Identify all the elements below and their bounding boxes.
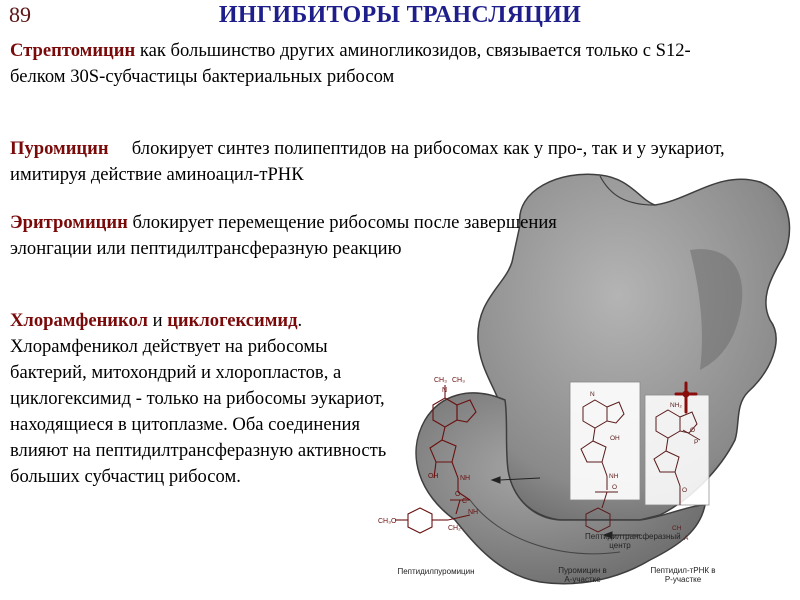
paragraph-puromycin (10, 136, 730, 188)
paragraph-erythromycin (10, 210, 610, 262)
text-dot: . (297, 310, 303, 331)
text-streptomycin: как большинство других аминогликозидов, связывается только с S12-белком 30S-субчастицы бактериальных рибосом (10, 40, 691, 87)
text-chloramphenicol: Хлорамфеникол действует на рибосомы бактерий, митохондрий и хлоропластов, а циклогексимид - только на рибосомы эукариот, находящиеся в цитоплазме. Оба соединения влияют на пептидилтрансферазную активность больших субчастиц рибосом. (10, 336, 387, 487)
chem-label-nh2-p: NH₂ (670, 402, 682, 409)
chem-label-nh-a: NH (609, 473, 619, 480)
chem-label-ch3o: CH₃O (378, 518, 397, 525)
chem-label-oh: OH (428, 473, 439, 480)
label-peptidyl-transferase-center: Пептидилтрансферазный центр (585, 532, 681, 550)
chem-label-o-p2: O (682, 487, 688, 494)
chem-label-c: C (462, 498, 468, 505)
chem-label-a-p: A (684, 535, 689, 542)
chem-label-o-p: O (690, 427, 696, 434)
term-streptomycin: Стрептомицин (10, 40, 136, 61)
term-puromycin: Пуромицин (10, 138, 109, 159)
chem-label-ch3-right: CH₃ (452, 377, 465, 384)
inhibitor-cross-center (683, 391, 690, 398)
paragraph-streptomycin (10, 38, 710, 90)
inset-panel-p-site (645, 395, 709, 505)
term-chloramphenicol: Хлорамфеникол (10, 310, 148, 331)
label-peptidyl-puromycin: Пептидилпуромицин (397, 567, 475, 576)
term-cycloheximide: циклогексимид (167, 310, 298, 331)
chem-label-ch-p: CH (672, 525, 682, 532)
text-erythromycin: блокирует перемещение рибосомы после завершения элонгации или пептидилтрансферазную реакцию (10, 212, 557, 259)
term-erythromycin: Эритромицин (10, 212, 128, 233)
chem-label-ch2: CH₂ (448, 525, 461, 532)
chem-label-o-a: O (612, 484, 618, 491)
paragraph-chloramphenicol (10, 308, 395, 490)
text-puromycin: блокирует синтез полипептидов на рибосомах как у про-, так и у эукариот, имитируя действие аминоацил-тРНК (10, 138, 730, 185)
slide-number: 89 (9, 2, 31, 27)
chem-label-nh: NH (460, 475, 471, 482)
chem-label-o: O (455, 491, 461, 498)
chem-label-p-p: P (694, 439, 699, 446)
inset-panel-a-site (570, 382, 640, 500)
chem-label-oh-a: OH (610, 435, 620, 442)
chem-label-n-a: N (590, 391, 595, 398)
chem-label-ch3-left: CH₃ (434, 377, 447, 384)
chem-label-nh-chain: NH (468, 509, 479, 516)
text-and: и (147, 310, 168, 331)
label-puromycin-a-site: Пуромицин в А-участке (558, 566, 607, 584)
chem-label-n-top: N (442, 387, 448, 394)
slide-title: ИНГИБИТОРЫ ТРАНСЛЯЦИИ (218, 2, 582, 28)
label-peptidyl-trna-p-site: Пептидил-тРНК в Р-участке (650, 566, 716, 584)
